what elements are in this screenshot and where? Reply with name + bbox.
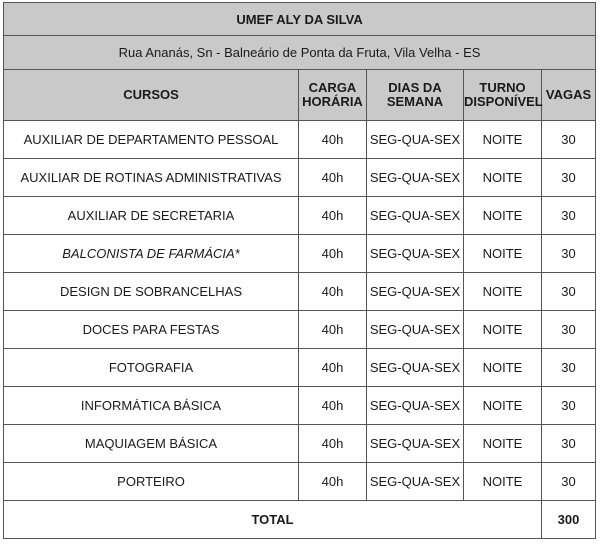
table-row [4, 235, 596, 273]
days-cell: SEG-QUA-SEX [367, 159, 464, 197]
seats-cell: 30 [542, 197, 596, 235]
shift-cell: NOITE [464, 121, 542, 159]
column-header-row [4, 70, 596, 121]
table-row [4, 197, 596, 235]
shift-cell: NOITE [464, 159, 542, 197]
shift-cell: NOITE [464, 349, 542, 387]
seats-cell: 30 [542, 425, 596, 463]
seats-cell: 30 [542, 349, 596, 387]
hours-cell: 40h [299, 349, 367, 387]
column-header-shift-line1: TURNO [479, 80, 526, 95]
seats-cell: 30 [542, 273, 596, 311]
shift-cell: NOITE [464, 235, 542, 273]
table-row [4, 425, 596, 463]
table-row [4, 387, 596, 425]
hours-cell: 40h [299, 463, 367, 501]
hours-cell: 40h [299, 273, 367, 311]
seats-cell: 30 [542, 159, 596, 197]
column-header-workload-line2: HORÁRIA [302, 94, 363, 109]
table-row [4, 159, 596, 197]
table-row [4, 349, 596, 387]
school-address-row [4, 36, 596, 70]
school-address: Rua Ananás, Sn - Balneário de Ponta da Fruta, Vila Velha - ES [4, 36, 596, 70]
days-cell: SEG-QUA-SEX [367, 273, 464, 311]
total-seats: 300 [542, 501, 596, 539]
total-row [4, 501, 596, 539]
course-cell: INFORMÁTICA BÁSICA [4, 387, 299, 425]
school-name: UMEF ALY DA SILVA [4, 3, 596, 36]
course-cell: MAQUIAGEM BÁSICA [4, 425, 299, 463]
course-cell: DESIGN DE SOBRANCELHAS [4, 273, 299, 311]
course-cell: BALCONISTA DE FARMÁCIA* [4, 235, 299, 273]
seats-cell: 30 [542, 387, 596, 425]
hours-cell: 40h [299, 235, 367, 273]
shift-cell: NOITE [464, 197, 542, 235]
table-row [4, 273, 596, 311]
days-cell: SEG-QUA-SEX [367, 387, 464, 425]
days-cell: SEG-QUA-SEX [367, 425, 464, 463]
shift-cell: NOITE [464, 387, 542, 425]
days-cell: SEG-QUA-SEX [367, 197, 464, 235]
table-row [4, 121, 596, 159]
total-label: TOTAL [4, 501, 542, 539]
days-cell: SEG-QUA-SEX [367, 235, 464, 273]
column-header-shift [464, 70, 542, 121]
seats-cell: 30 [542, 311, 596, 349]
hours-cell: 40h [299, 197, 367, 235]
course-cell: AUXILIAR DE DEPARTAMENTO PESSOAL [4, 121, 299, 159]
hours-cell: 40h [299, 387, 367, 425]
column-header-courses-label: CURSOS [123, 87, 179, 102]
seats-cell: 30 [542, 235, 596, 273]
column-header-days-line2: SEMANA [386, 94, 444, 109]
column-header-days-line1: DIAS DA [388, 80, 442, 95]
column-header-days [367, 70, 464, 121]
shift-cell: NOITE [464, 425, 542, 463]
column-header-workload-line1: CARGA [308, 80, 357, 95]
course-cell: DOCES PARA FESTAS [4, 311, 299, 349]
days-cell: SEG-QUA-SEX [367, 311, 464, 349]
days-cell: SEG-QUA-SEX [367, 121, 464, 159]
shift-cell: NOITE [464, 463, 542, 501]
school-header-row [4, 3, 596, 36]
table-row [4, 311, 596, 349]
column-header-seats [542, 70, 596, 121]
column-header-workload [299, 70, 367, 121]
course-cell: FOTOGRAFIA [4, 349, 299, 387]
shift-cell: NOITE [464, 273, 542, 311]
column-header-shift-line2: DISPONÍVEL [464, 94, 543, 109]
column-header-courses [4, 70, 299, 121]
days-cell: SEG-QUA-SEX [367, 463, 464, 501]
hours-cell: 40h [299, 159, 367, 197]
course-cell: PORTEIRO [4, 463, 299, 501]
seats-cell: 30 [542, 463, 596, 501]
table-row [4, 463, 596, 501]
shift-cell: NOITE [464, 311, 542, 349]
seats-cell: 30 [542, 121, 596, 159]
course-cell: AUXILIAR DE ROTINAS ADMINISTRATIVAS [4, 159, 299, 197]
hours-cell: 40h [299, 121, 367, 159]
courses-table [3, 2, 596, 539]
hours-cell: 40h [299, 311, 367, 349]
column-header-seats-label: VAGAS [545, 87, 592, 102]
course-cell: AUXILIAR DE SECRETARIA [4, 197, 299, 235]
hours-cell: 40h [299, 425, 367, 463]
days-cell: SEG-QUA-SEX [367, 349, 464, 387]
